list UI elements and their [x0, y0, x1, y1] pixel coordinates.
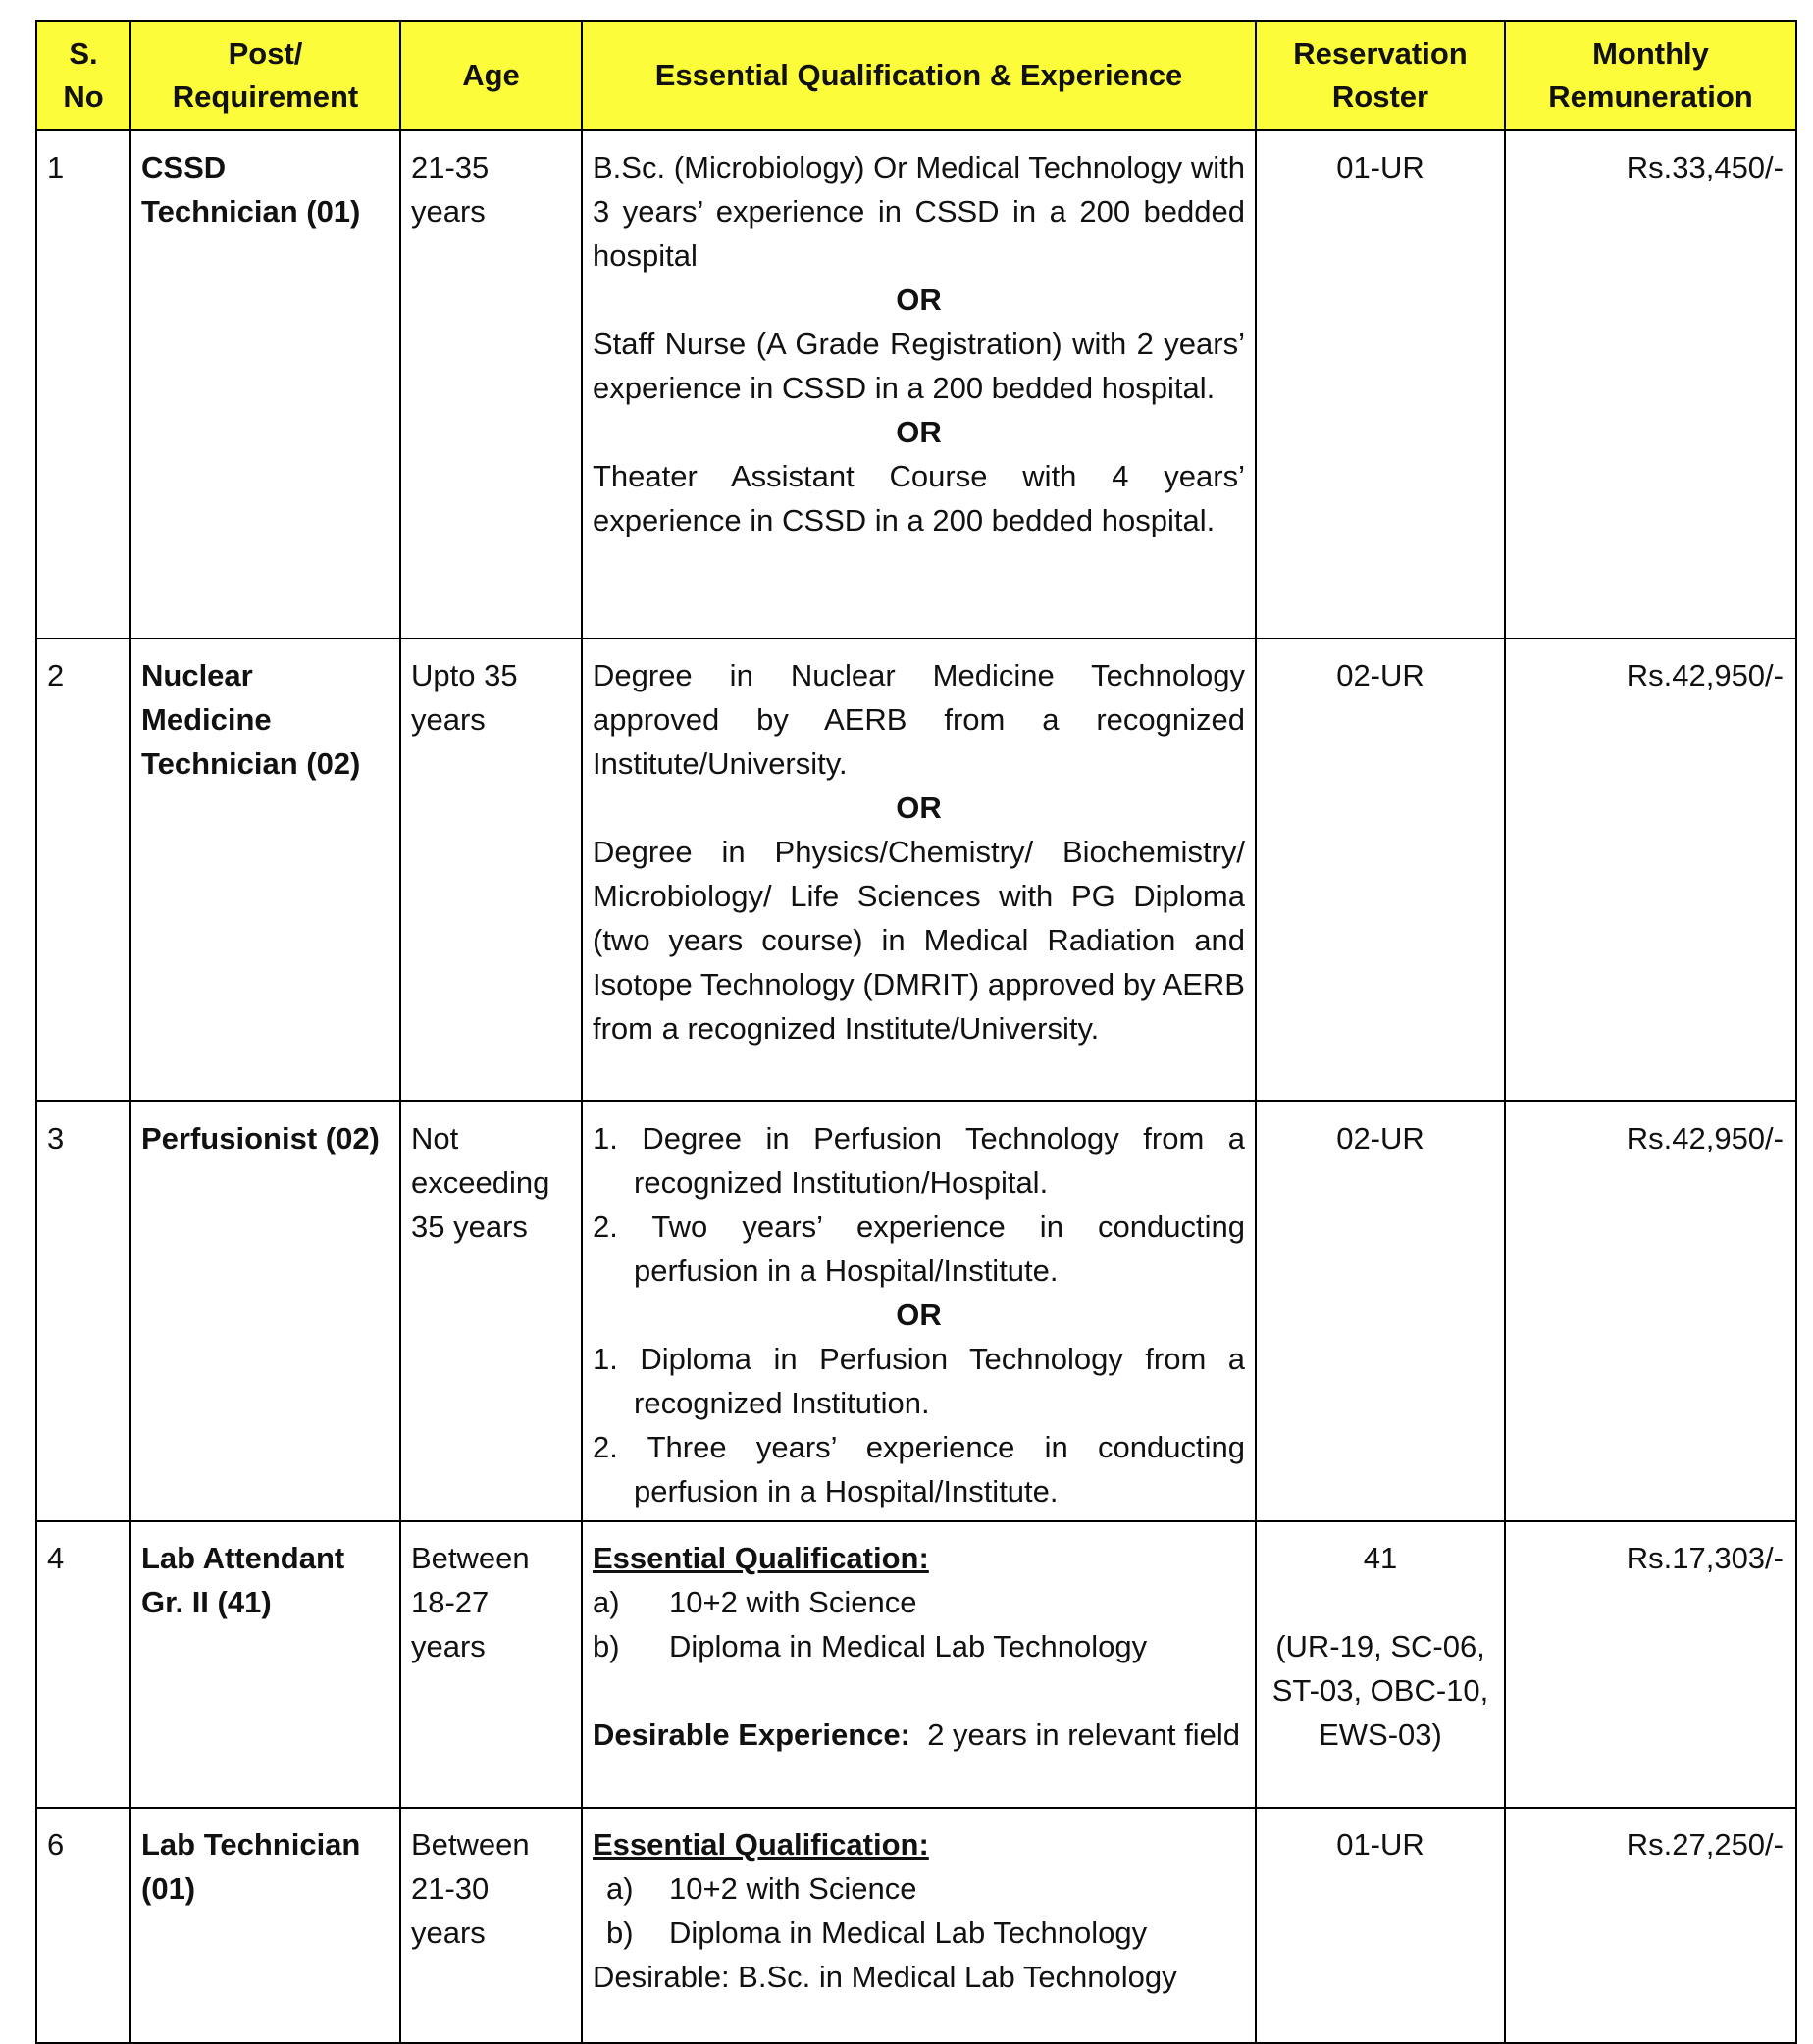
cell-age: Between 18-27 years — [400, 1521, 582, 1808]
qualification-option: B.Sc. (Microbiology) Or Medical Technology with 3 years’ experience in CSSD in a 200 bedded hospital — [593, 150, 1245, 273]
item-letter: a) — [606, 1871, 634, 1906]
desirable-text: Desirable: B.Sc. in Medical Lab Technology — [593, 1960, 1177, 1994]
or-separator: OR — [896, 415, 942, 449]
cell-sno: 3 — [36, 1101, 130, 1521]
desirable-text: 2 years in relevant field — [927, 1717, 1240, 1752]
header-remuneration: Monthly Remuneration — [1505, 21, 1796, 130]
list-item — [593, 1911, 1245, 1955]
list-item — [593, 1866, 1245, 1911]
cell-remuneration: Rs.17,303/- — [1505, 1521, 1796, 1808]
or-separator: OR — [896, 1298, 942, 1332]
or-separator: OR — [896, 282, 942, 317]
item-text: Diploma in Medical Lab Technology — [669, 1916, 1148, 1950]
table-row — [36, 1101, 1796, 1521]
cell-remuneration: Rs.33,450/- — [1505, 130, 1796, 639]
list-item: 1. Diploma in Perfusion Technology from a recognized Institution. — [593, 1342, 1245, 1420]
roster-total: 41 — [1363, 1541, 1398, 1575]
item-text: Diploma in Medical Lab Technology — [669, 1629, 1148, 1663]
cell-roster: 02-UR — [1256, 639, 1505, 1101]
list-item: 2. Two years’ experience in conducting perfusion in a Hospital/Institute. — [593, 1209, 1245, 1288]
cell-roster: 02-UR — [1256, 1101, 1505, 1521]
cell-age: Upto 35 years — [400, 639, 582, 1101]
desirable-label: Desirable Experience: — [593, 1717, 910, 1752]
cell-remuneration: Rs.27,250/- — [1505, 1808, 1796, 2043]
item-letter: b) — [593, 1629, 620, 1663]
table-row — [36, 639, 1796, 1101]
cell-sno: 1 — [36, 130, 130, 639]
cell-roster: 01-UR — [1256, 130, 1505, 639]
qualification-option: Theater Assistant Course with 4 years’ experience in CSSD in a 200 bedded hospital. — [593, 459, 1245, 537]
item-text: 10+2 with Science — [669, 1871, 917, 1906]
qualification-option: Degree in Nuclear Medicine Technology approved by AERB from a recognized Institute/University. — [593, 658, 1245, 781]
list-item: 1. Degree in Perfusion Technology from a recognized Institution/Hospital. — [593, 1121, 1245, 1200]
roster-breakdown: (UR-19, SC-06, ST-03, OBC-10, EWS-03) — [1271, 1629, 1489, 1752]
item-letter: b) — [606, 1916, 634, 1950]
header-post: Post/ Requirement — [130, 21, 400, 130]
cell-qualification — [582, 1101, 1256, 1521]
cell-age: Not exceeding 35 years — [400, 1101, 582, 1521]
essential-qualification-heading: Essential Qualification: — [593, 1827, 929, 1862]
qualification-option: Degree in Physics/Chemistry/ Biochemistry/ Microbiology/ Life Sciences with PG Diploma (two years course) in Medical Radiation and Isotope Technology (DMRIT) approved by AERB from a recognized Institute/University. — [593, 835, 1245, 1046]
cell-roster — [1256, 1521, 1505, 1808]
header-age: Age — [400, 21, 582, 130]
recruitment-table — [35, 20, 1797, 2044]
or-separator: OR — [896, 791, 942, 825]
cell-post: Nuclear Medicine Technician (02) — [130, 639, 400, 1101]
cell-age: Between 21-30 years — [400, 1808, 582, 2043]
cell-roster: 01-UR — [1256, 1808, 1505, 2043]
header-sno: S. No — [36, 21, 130, 130]
qualification-option: Staff Nurse (A Grade Registration) with 2 years’ experience in CSSD in a 200 bedded hospital. — [593, 327, 1245, 405]
header-row — [36, 21, 1796, 130]
list-item — [593, 1580, 1245, 1624]
cell-qualification — [582, 1808, 1256, 2043]
cell-post: CSSD Technician (01) — [130, 130, 400, 639]
requirement-list — [593, 1116, 1245, 1293]
requirement-list — [593, 1337, 1245, 1513]
item-text: 10+2 with Science — [669, 1585, 917, 1619]
cell-qualification — [582, 1521, 1256, 1808]
item-letter: a) — [593, 1585, 620, 1619]
cell-qualification — [582, 639, 1256, 1101]
spacer — [1267, 1580, 1494, 1624]
essential-qualification-heading: Essential Qualification: — [593, 1541, 929, 1575]
cell-sno: 2 — [36, 639, 130, 1101]
cell-remuneration: Rs.42,950/- — [1505, 1101, 1796, 1521]
list-item — [593, 1624, 1245, 1668]
cell-remuneration: Rs.42,950/- — [1505, 639, 1796, 1101]
desirable-experience — [593, 1712, 1245, 1757]
header-roster: Reservation Roster — [1256, 21, 1505, 130]
list-item: 2. Three years’ experience in conducting perfusion in a Hospital/Institute. — [593, 1430, 1245, 1508]
cell-sno: 6 — [36, 1808, 130, 2043]
cell-post: Perfusionist (02) — [130, 1101, 400, 1521]
cell-age: 21-35 years — [400, 130, 582, 639]
cell-qualification — [582, 130, 1256, 639]
spacer — [593, 1668, 1245, 1712]
table-row — [36, 130, 1796, 639]
cell-sno: 4 — [36, 1521, 130, 1808]
cell-post: Lab Technician (01) — [130, 1808, 400, 2043]
table-row — [36, 1808, 1796, 2043]
header-qualification: Essential Qualification & Experience — [582, 21, 1256, 130]
cell-post: Lab Attendant Gr. II (41) — [130, 1521, 400, 1808]
table-row — [36, 1521, 1796, 1808]
